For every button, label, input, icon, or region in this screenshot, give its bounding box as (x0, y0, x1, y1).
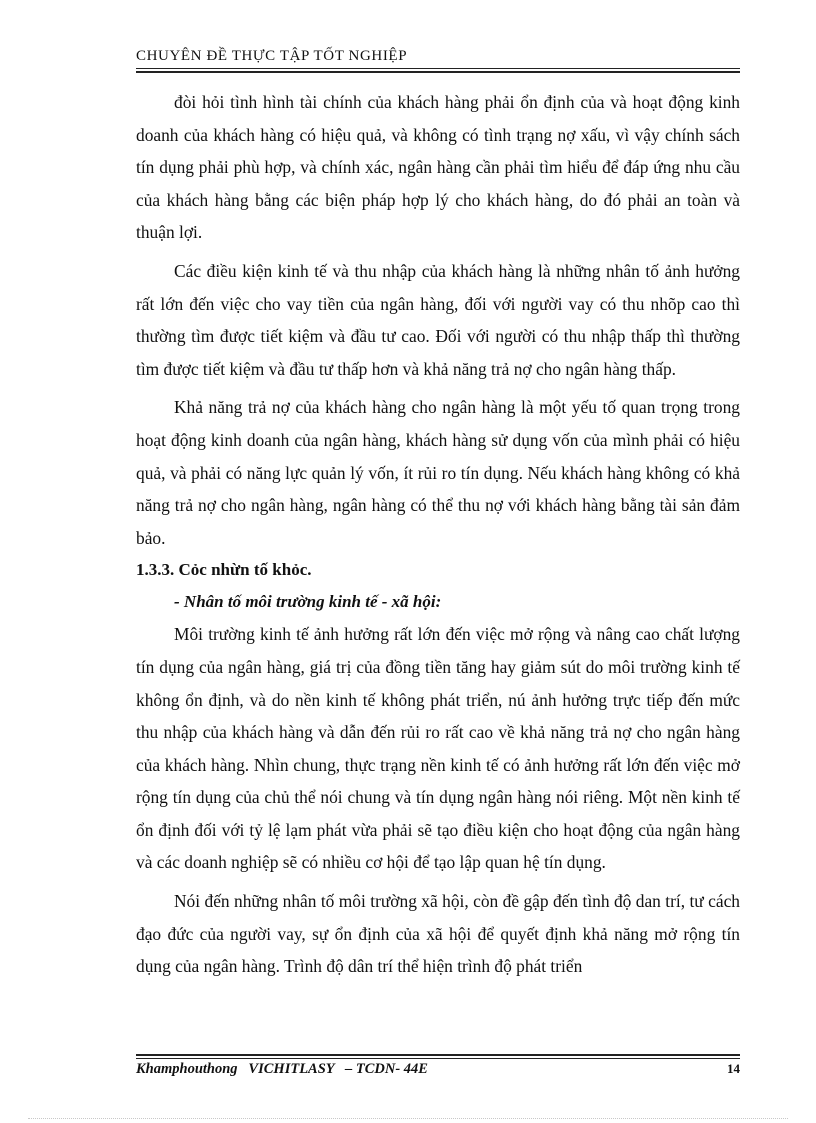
footer-author: Khamphouthong VICHITLASY – TCDN- 44E (136, 1061, 428, 1077)
body-paragraph: Các điều kiện kinh tế và thu nhập của khách hàng là những nhân tố ảnh hưởng rất lớn đến việc cho vay tiền của ngân hàng, đối với người vay có thu nhõp cao thì thường tìm được tiết kiệm và đầu tư cao. Đối với người có thu nhập thấp thì thường tìm được tiết kiệm và đầu tư thấp hơn và khả năng trả nợ cho ngân hàng thấp. (136, 260, 740, 379)
footer-rule-thick (136, 1054, 740, 1056)
header-title: CHUYÊN ĐỀ THỰC TẬP TỐT NGHIỆP (136, 48, 408, 64)
sub-heading: - Nhân tố môi trường kinh tế - xã hội: (174, 592, 442, 612)
page-number: 14 (727, 1061, 740, 1076)
body-paragraph: Môi trường kinh tế ảnh hưởng rất lớn đến việc mở rộng và nâng cao chất lượng tín dụng của ngân hàng, giá trị của đồng tiền tăng hay giảm sút do môi trường kinh tế không ổn định, và do nền kinh tế không phát triển, nú ảnh hưởng trực tiếp đến mức thu nhập của khách hàng và dẫn đến rủi ro rất cao về khả năng trả nợ cho ngân hàng của khách hàng. Nhìn chung, thực trạng nền kinh tế có ảnh hưởng rất lớn đến việc mở rộng tín dụng của chủ thể nói chung và tín dụng ngân hàng nói riêng. Một nền kinh tế ổn định đối với tỷ lệ lạm phát vừa phải sẽ tạo điều kiện cho hoạt động của ngân hàng và các doanh nghiệp sẽ có nhiều cơ hội để tạo lập quan hệ tín dụng. (136, 624, 740, 873)
page-edge-divider (28, 1118, 788, 1119)
header-rule (136, 68, 740, 69)
section-heading: 1.3.3. Cỏc nhừn tố khỏc. (136, 560, 312, 580)
body-paragraph: Nói đến những nhân tố môi trường xã hội, còn đề gập đến tình độ dan trí, tư cách đạo đức của người vay, sự ổn định của xã hội để quyết định khả năng mở rộng tín dụng của ngân hàng. Trình độ dân trí thể hiện trình độ phát triển (136, 891, 740, 977)
body-paragraph: Khả năng trả nợ của khách hàng cho ngân hàng là một yếu tố quan trọng trong hoạt động kinh doanh của ngân hàng, khách hàng sử dụng vốn của mình phải có hiệu quả, và phải có năng lực quản lý vốn, ít rủi ro tín dụng. Nếu khách hàng không có khả năng trả nợ cho ngân hàng, ngân hàng có thể thu nợ với khách hàng bằng tài sản đảm bảo. (136, 397, 740, 548)
footer-rule (136, 1058, 740, 1059)
page-header (136, 46, 740, 66)
body-paragraph: đòi hỏi tình hình tài chính của khách hàng phải ổn định của và hoạt động kinh doanh của khách hàng có hiệu quả, và không có tình trạng nợ xấu, vì vậy chính sách tín dụng phải phù hợp, và chính xác, ngân hàng cần phải tìm hiểu để đáp ứng nhu cầu của khách hàng bằng các biện pháp hợp lý cho khách hàng, do đó phải an toàn và thuận lợi. (136, 92, 740, 243)
page-footer (136, 1054, 740, 1078)
header-rule-thick (136, 71, 740, 73)
document-body (136, 86, 740, 983)
